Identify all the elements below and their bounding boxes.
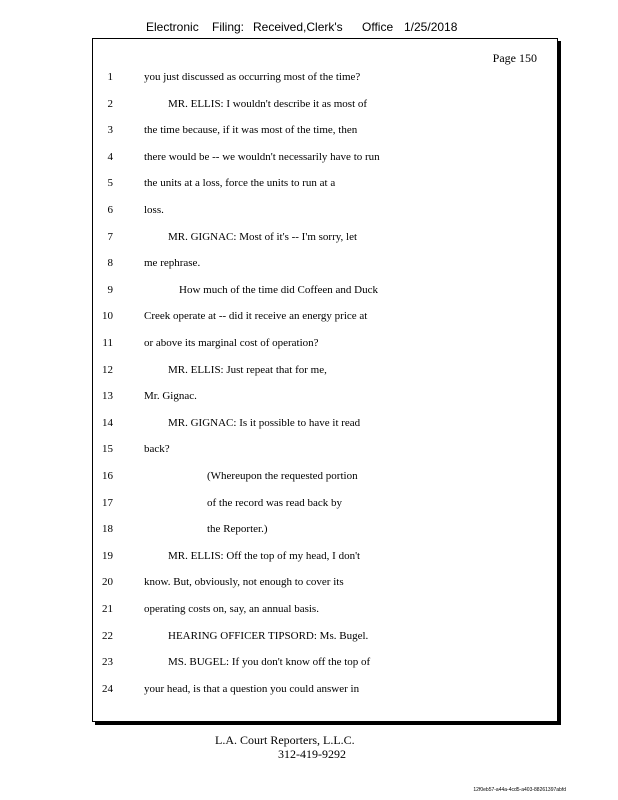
line-text: MR. ELLIS: I wouldn't describe it as most of <box>168 97 368 110</box>
transcript-line <box>93 151 557 169</box>
transcript-line <box>93 257 557 275</box>
line-number: 22 <box>102 629 113 642</box>
line-text: me rephrase. <box>144 257 201 270</box>
line-number: 9 <box>107 283 113 296</box>
line-number: 15 <box>102 443 113 456</box>
line-number: 14 <box>102 416 113 429</box>
line-text: MR. GIGNAC: Most of it's -- I'm sorry, let <box>168 230 358 243</box>
line-text: How much of the time did Coffeen and Duck <box>179 283 378 296</box>
line-number: 7 <box>107 230 113 243</box>
line-number: 11 <box>102 337 113 349</box>
page-number: Page 150 <box>492 51 537 65</box>
line-number: 1 <box>107 71 113 83</box>
line-text: MR. ELLIS: Off the top of my head, I don't <box>168 549 361 562</box>
line-text: know. But, obviously, not enough to cover its <box>144 576 344 589</box>
transcript-line <box>93 417 557 435</box>
line-number: 19 <box>102 549 113 562</box>
line-text: loss. <box>144 204 164 216</box>
line-number: 3 <box>107 124 113 137</box>
transcript-line <box>93 443 557 461</box>
line-number: 23 <box>102 656 113 669</box>
line-text: the time because, if it was most of the time, then <box>144 124 358 137</box>
line-number: 8 <box>107 257 113 270</box>
line-text: HEARING OFFICER TIPSORD: Ms. Bugel. <box>168 629 369 642</box>
transcript-line <box>93 337 557 355</box>
transcript-line <box>93 470 557 488</box>
line-text: back? <box>144 443 170 456</box>
line-number: 5 <box>107 177 113 190</box>
footer-phone: 312-419-9292 <box>278 747 346 761</box>
transcript-line <box>93 656 557 674</box>
line-text: or above its marginal cost of operation? <box>144 337 319 349</box>
line-text: your head, is that a question you could answer in <box>144 682 360 695</box>
line-text: the units at a loss, force the units to run at a <box>144 177 336 190</box>
line-text: you just discussed as occurring most of the time? <box>144 71 361 83</box>
transcript-line <box>93 310 557 328</box>
line-text: the Reporter.) <box>207 523 268 536</box>
line-number: 21 <box>102 603 113 615</box>
line-number: 12 <box>102 363 113 376</box>
line-text: MR. ELLIS: Just repeat that for me, <box>168 363 327 376</box>
line-number: 17 <box>102 496 113 509</box>
line-number: 20 <box>102 576 113 589</box>
line-text: operating costs on, say, an annual basis. <box>144 603 319 615</box>
header-electronic: Electronic <box>146 20 199 34</box>
line-text: MR. GIGNAC: Is it possible to have it read <box>168 416 361 429</box>
line-number: 13 <box>102 390 113 403</box>
transcript-line <box>93 364 557 382</box>
transcript-line <box>93 576 557 594</box>
transcript-line <box>93 390 557 408</box>
line-number: 18 <box>102 523 113 536</box>
line-number: 2 <box>107 97 113 110</box>
line-text: of the record was read back by <box>207 496 342 509</box>
header-filing: Filing: <box>212 20 245 34</box>
transcript-line <box>93 98 557 116</box>
line-number: 24 <box>102 682 113 695</box>
line-number: 4 <box>107 150 113 163</box>
line-text: Creek operate at -- did it receive an energy price at <box>144 310 368 323</box>
header-received: Received,Clerk's <box>253 20 343 34</box>
transcript-line <box>93 124 557 142</box>
transcript-line <box>93 683 557 701</box>
line-number: 16 <box>102 470 113 482</box>
document-hash: 12f0eb57-a44a-4cd5-a403-88261397abfd <box>473 787 566 793</box>
line-number: 6 <box>107 204 113 216</box>
transcript-line <box>93 177 557 195</box>
line-text: (Whereupon the requested portion <box>207 470 358 482</box>
transcript-line <box>93 204 557 222</box>
line-number: 10 <box>102 310 113 323</box>
transcript-line <box>93 497 557 515</box>
transcript-line <box>93 630 557 648</box>
transcript-page <box>92 38 558 722</box>
transcript-line <box>93 71 557 89</box>
line-text: there would be -- we wouldn't necessarily have to run <box>144 150 380 163</box>
transcript-line <box>93 231 557 249</box>
line-text: MS. BUGEL: If you don't know off the top of <box>168 656 371 669</box>
transcript-line <box>93 523 557 541</box>
header-date: 1/25/2018 <box>404 20 458 34</box>
footer-company: L.A. Court Reporters, L.L.C. <box>215 733 355 747</box>
header-office: Office <box>362 20 394 34</box>
transcript-line <box>93 603 557 621</box>
line-text: Mr. Gignac. <box>144 390 197 403</box>
transcript-line <box>93 550 557 568</box>
transcript-line <box>93 284 557 302</box>
filing-header <box>0 20 618 38</box>
